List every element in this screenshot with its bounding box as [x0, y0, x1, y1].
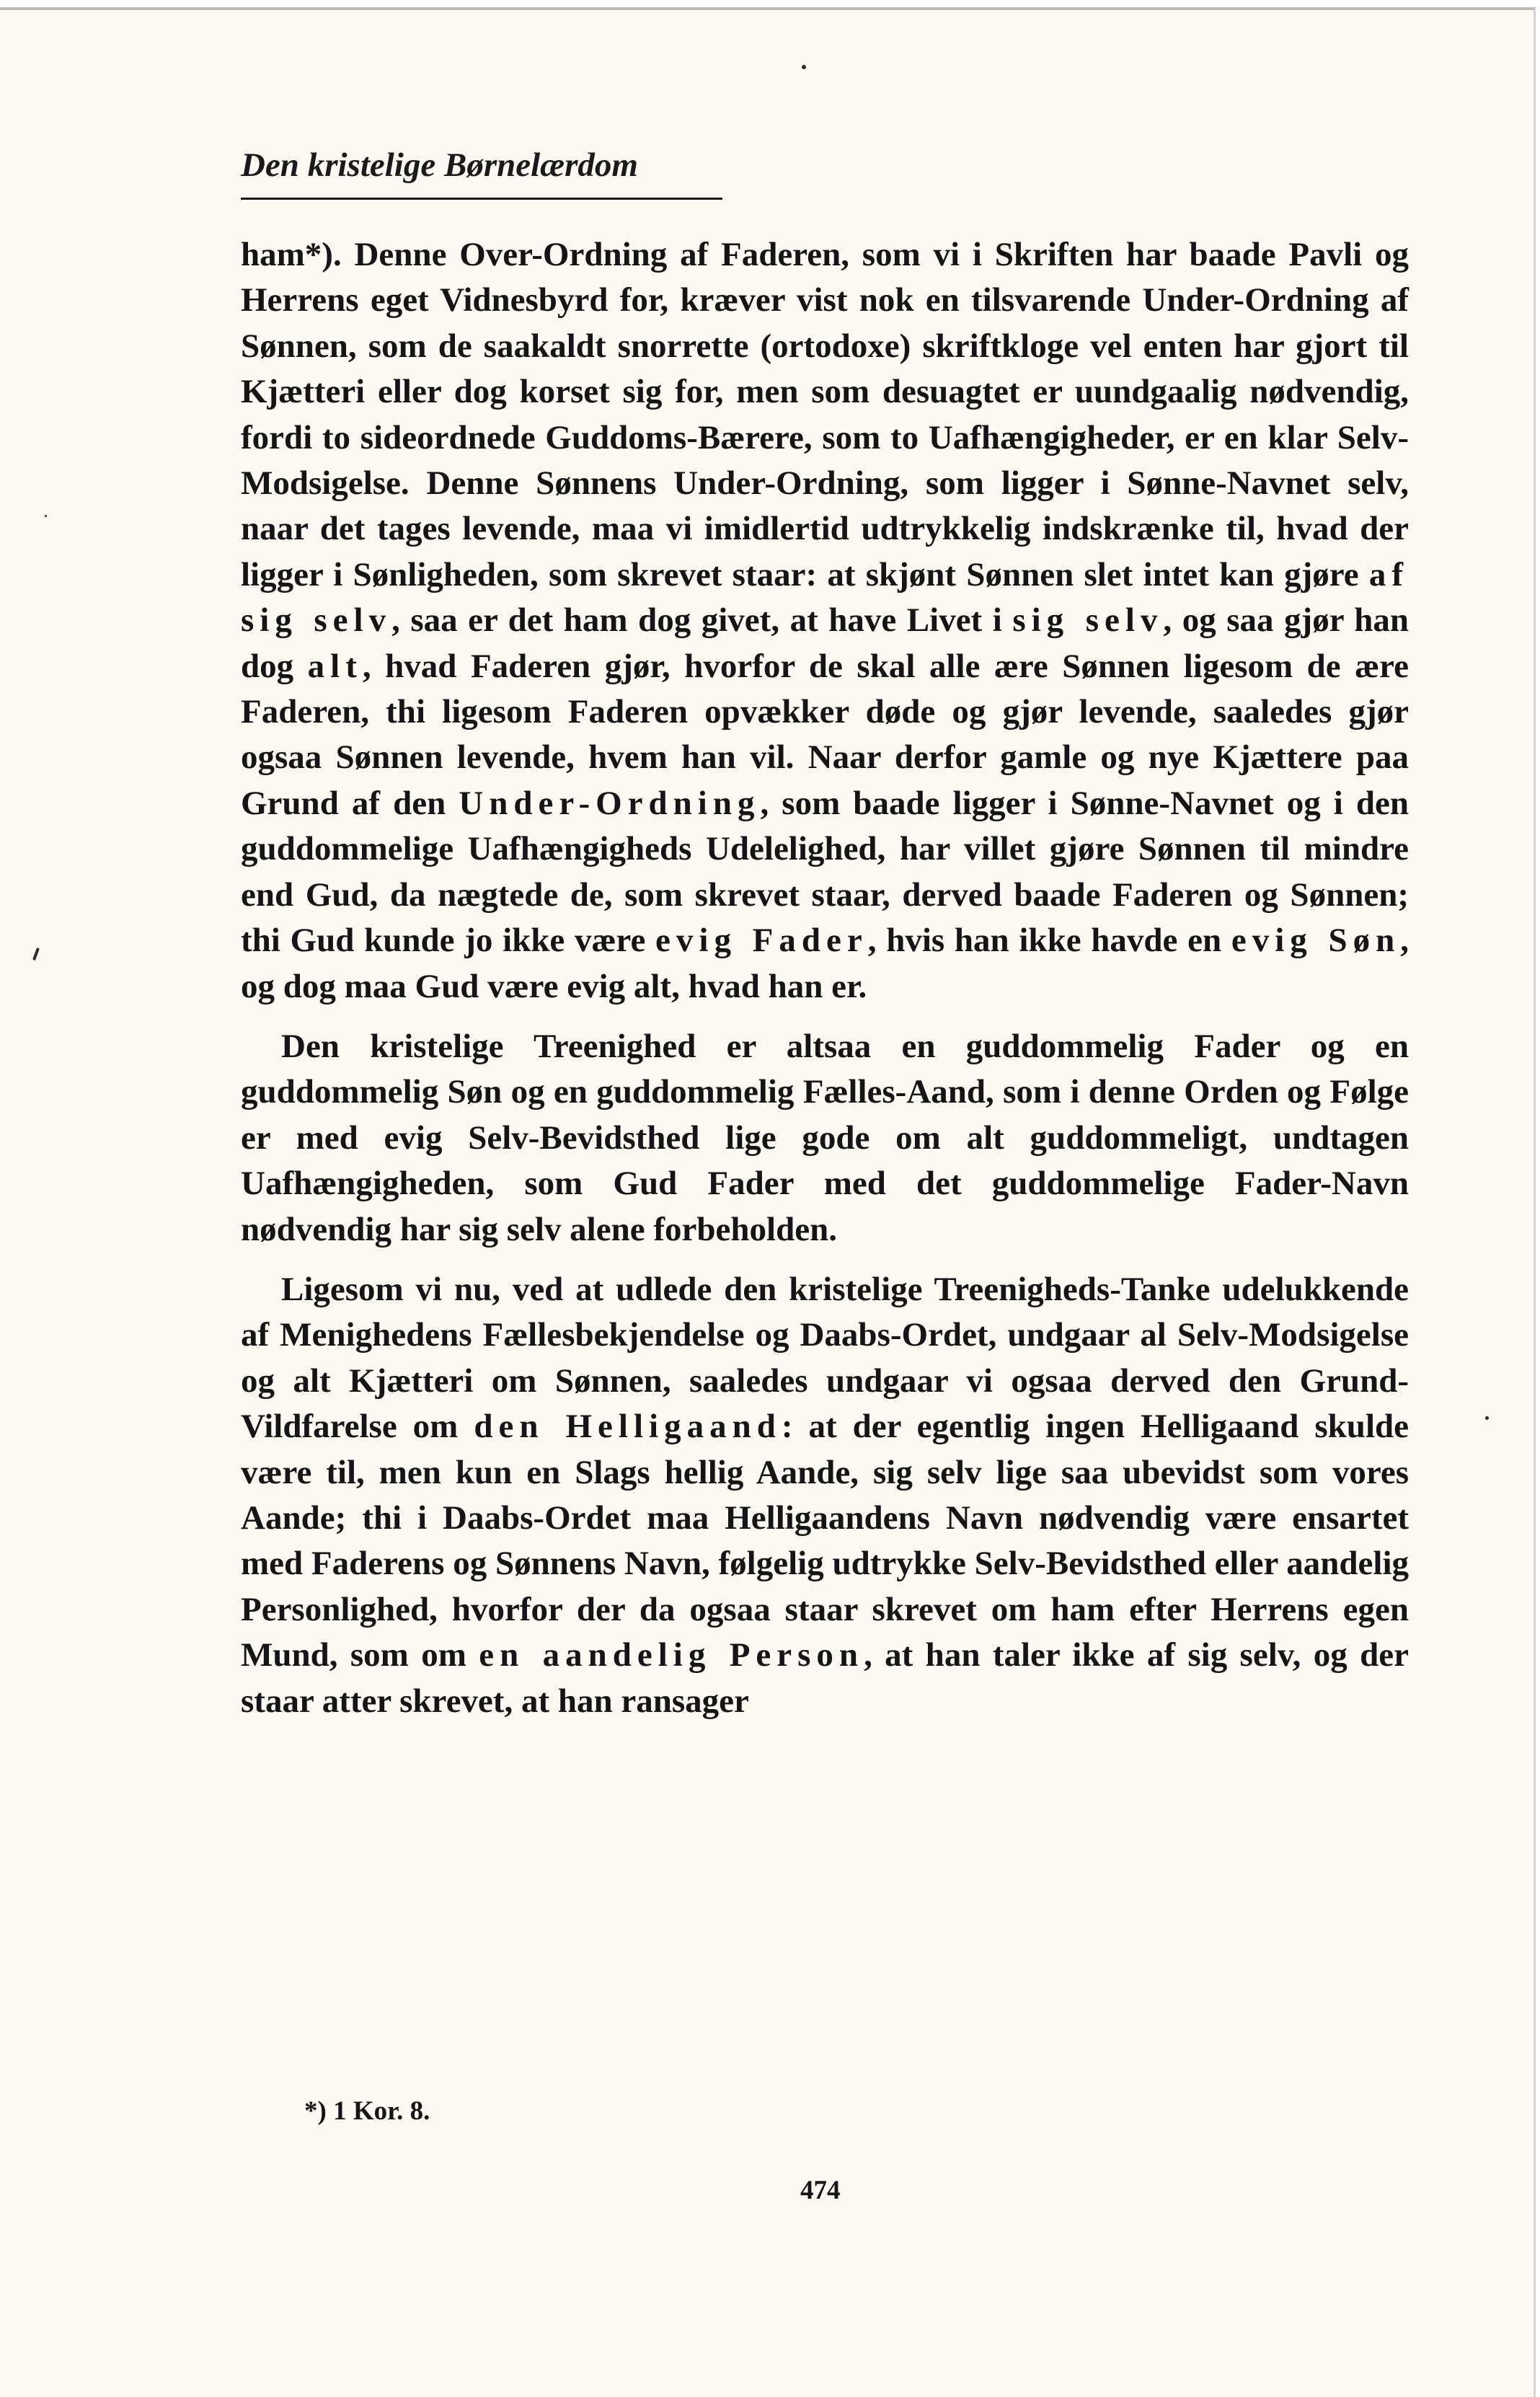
text-run: , som baade ligger i Sønne-Navnet og i den guddommelige Uafhængigheds Udelelighed, har villet gjøre Sønnen til mindre end Gud, da nægtede de, som skrevet staar, derved baade Faderen og Sønnen; thi Gud kunde jo ikke være — [241, 784, 1409, 960]
book-page — [0, 7, 1536, 2397]
spaced-emphasis: alt — [307, 647, 363, 685]
paper-speck — [1485, 1416, 1489, 1420]
text-run: Ligesom vi nu, ved at udlede den kristelige Treenigheds-Tanke udelukkende af Menighedens Fællesbekjendelse og Daabs-Ordet, undgaar al Selv-Modsigelse og alt Kjætteri om Sønnen, saaledes undgaar vi ogsaa derved den Grund-Vildfarelse om — [241, 1270, 1409, 1446]
text-run: , og dog maa Gud være evig alt, hvad han er. — [241, 922, 1409, 1005]
text-run: , og saa gjør han dog — [241, 601, 1410, 685]
page-number: 474 — [800, 2176, 841, 2205]
paragraph-2 — [241, 1024, 1409, 1253]
text-run: , saa er det ham dog givet, at have Livet i — [391, 601, 1013, 640]
running-head: Den kristelige Børnelærdom — [241, 146, 638, 184]
paper-speck — [32, 948, 40, 961]
paragraph-3 — [241, 1267, 1409, 1724]
text-run: Den kristelige Treenighed er altsaa en guddommelig Fader og en guddommelig Søn og en guddommelig Fælles-Aand, som i denne Orden og Følge er med evig Selv-Bevidsthed lige gode om alt guddommeligt, undtagen Uafhængigheden, som Gud Fader med det guddommelige Fader-Navn nødvendig har sig selv alene forbeholden. — [241, 1027, 1409, 1248]
paragraph-1 — [241, 232, 1409, 1010]
text-run: , hvad Faderen gjør, hvorfor de skal alle ære Sønnen ligesom de ære Faderen, thi ligesom Faderen opvækker døde og gjør levende, saaledes gjør ogsaa Sønnen levende, hvem han vil. Naar derfor gamle og nye Kjættere paa Grund af den — [241, 647, 1409, 822]
spaced-emphasis: en aandelig Person — [479, 1636, 864, 1674]
paper-speck — [802, 65, 806, 69]
spaced-emphasis: sig selv — [1012, 601, 1164, 640]
spaced-emphasis: af sig selv — [241, 555, 1409, 640]
text-run: : at der egentlig ingen Helligaand skulde være til, men kun en Slags hellig Aande, sig selv lige saa ubevidst som vores Aande; thi i Daabs-Ordet maa Helligaandens Navn nødvendig være ensartet med Faderens og Sønnens Navn, følgelig udtrykke Selv-Bevidsthed eller aandelig Personlighed, hvorfor der da ogsaa staar skrevet om ham efter Herrens egen Mund, som om — [241, 1408, 1409, 1674]
spaced-emphasis: den Helligaand — [474, 1408, 782, 1446]
text-run: , at han taler ikke af sig selv, og der staar atter skrevet, at han ransager — [241, 1636, 1410, 1720]
paper-speck — [45, 515, 47, 517]
spaced-emphasis: evig Fader — [655, 922, 868, 960]
spaced-emphasis: Under-Ordning — [459, 784, 761, 822]
text-run: ham*). Denne Over-Ordning af Faderen, som vi i Skriften har baade Pavli og Herrens eget Vidnesbyrd for, kræver vist nok en tilsvarende Under-Ordning af Sønnen, som de saakaldt snorrette (ortodoxe) skriftkloge vel enten har gjort til Kjætteri eller dog korset sig for, men som desuagtet er uundgaalig nødvendig, fordi to sideordnede Guddoms-Bærere, som to Uafhængigheder, er en klar Selv-Modsigelse. Denne Sønnens Under-Ordning, som ligger i Sønne-Navnet selv, naar det tages levende, maa vi imidlertid udtrykkelig indskrænke til, hvad der ligger i Sønligheden, som skrevet staar: at skjønt Sønnen slet intet kan gjøre — [241, 236, 1409, 593]
running-head-rule — [241, 198, 722, 200]
text-run: , hvis han ikke havde en — [867, 922, 1231, 960]
body-text — [241, 232, 1409, 1739]
spaced-emphasis: evig Søn — [1231, 922, 1401, 960]
footnote: *) 1 Kor. 8. — [304, 2096, 430, 2126]
